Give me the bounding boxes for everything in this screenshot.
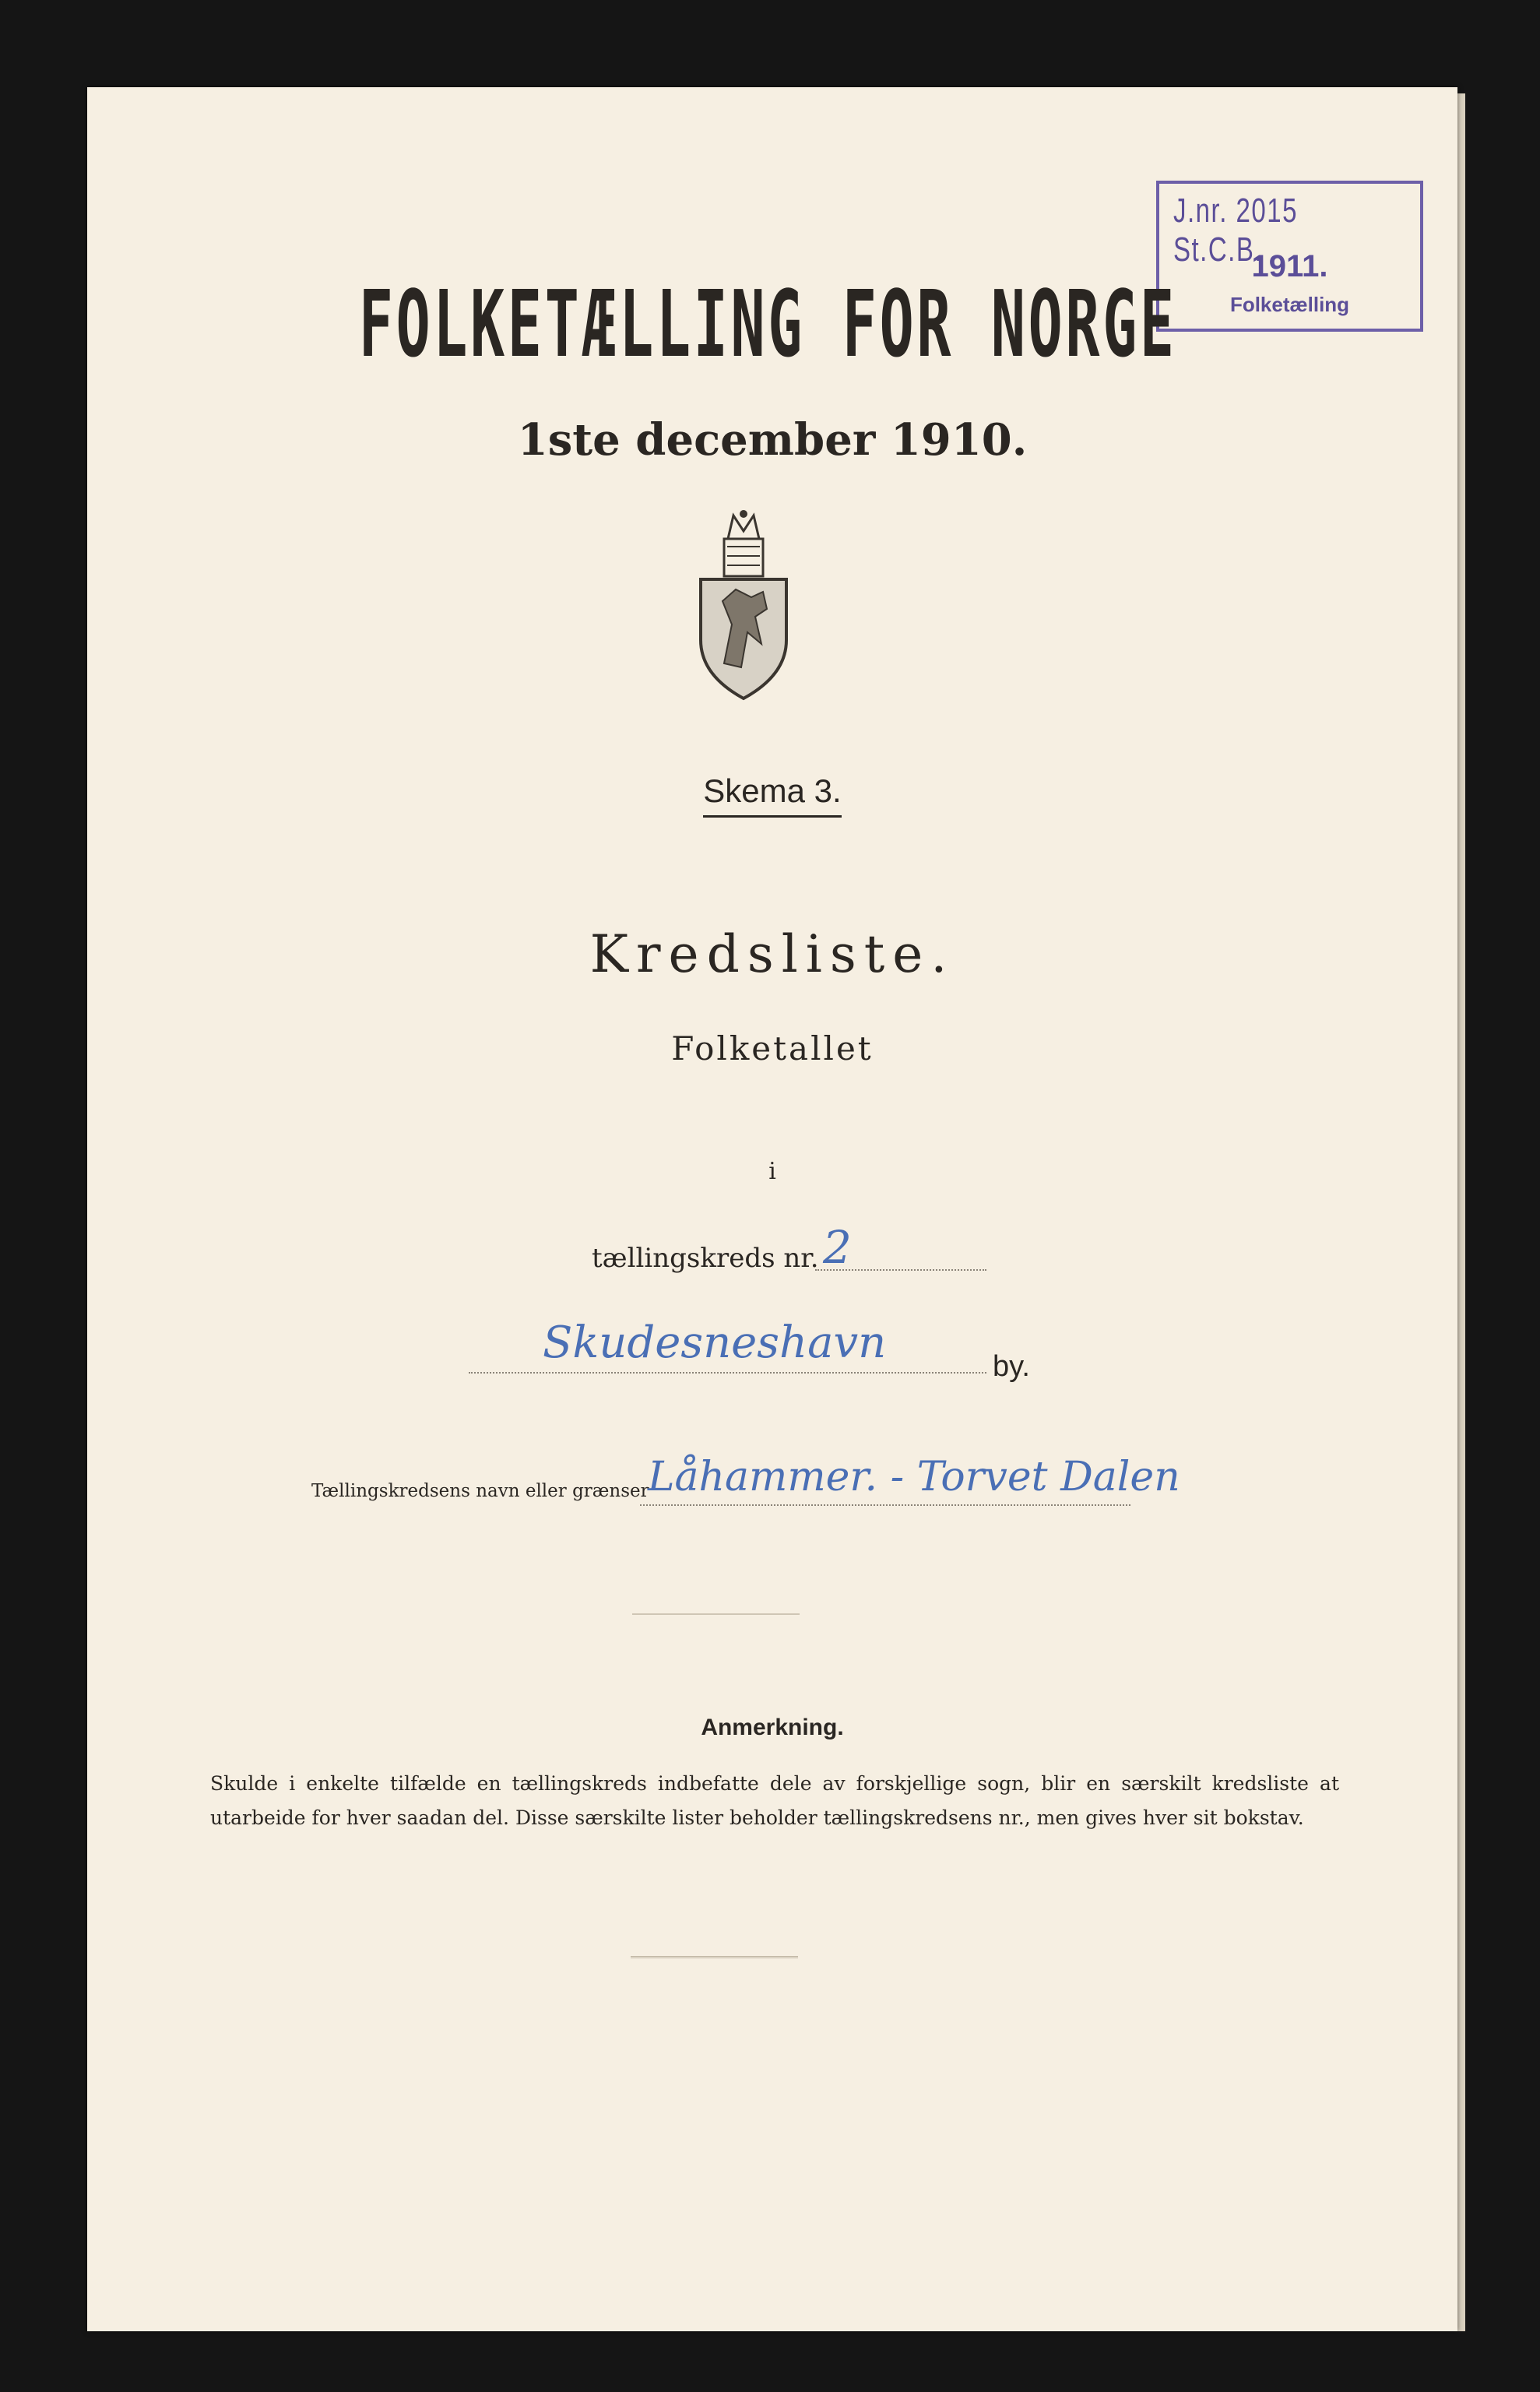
page-title: FOLKETÆLLING FOR NORGE [358,270,1177,378]
kreds-nr-value: 2 [823,1221,852,1274]
folketallet-label: Folketallet [671,1029,874,1068]
form-heading: Kredsliste. [589,924,955,984]
divider-2 [631,1956,798,1958]
note-heading: Anmerkning. [701,1715,844,1740]
note-text: Skulde i enkelte tilfælde en tællingskreds indbefatte dele av forskjellige sogn, blir en særskilt kredsliste at utarbeide for hver saadan del. Disse særskilte lister beholder tællingskredsens nr., men gives hver sit bokstav. [210,1772,1339,1829]
city-line [469,1372,986,1374]
norwegian-coat-of-arms-icon [693,508,794,702]
census-date: 1ste december 1910. [517,414,1028,466]
preposition-i: i [768,1158,776,1185]
census-form-page [87,87,1457,2331]
archive-stamp [1156,181,1423,332]
stamp-department: Folketælling [1229,293,1350,316]
kreds-nr-label: tællingskreds nr. [592,1243,819,1274]
stamp-journal-number: J.nr. 2015 St.C.B. [1173,192,1298,269]
city-suffix: by. [993,1350,1030,1383]
page-edge [1457,93,1465,2331]
stamp-year: 1911. [1251,249,1328,283]
district-name-value: Låhammer. - Torvet Dalen [648,1454,1180,1500]
divider-1 [632,1613,800,1615]
schema-number: Skema 3. [87,772,1457,810]
city-value: Skudesneshavn [543,1317,887,1368]
district-name-line [640,1504,1130,1506]
district-name-label: Tællingskredsens navn eller grænser [311,1481,649,1501]
